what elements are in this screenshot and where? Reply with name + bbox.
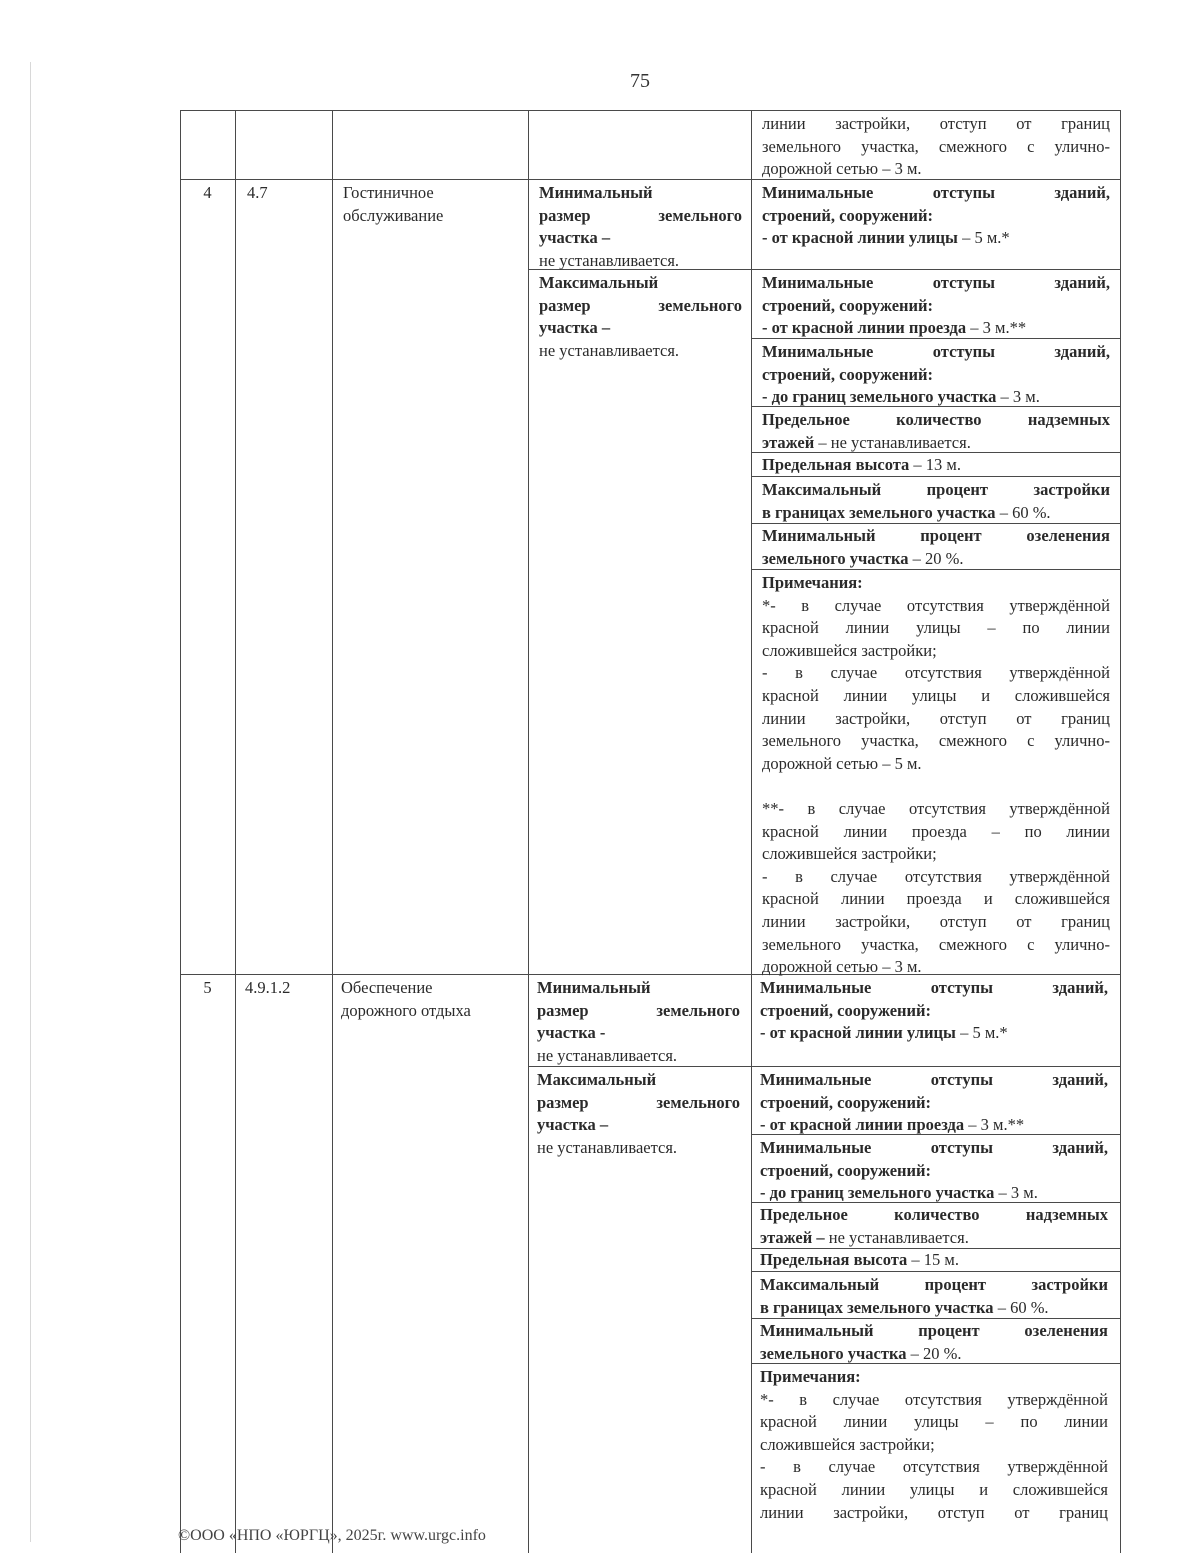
max-coverage: Максимальный процент застройки в границах земельного участка – 60 %. bbox=[762, 480, 1110, 522]
max-plot-size: Максимальный размер земельного участка – не устанавливается. bbox=[537, 1070, 740, 1157]
min-plot-size: Минимальный размер земельного участка - не устанавливается. bbox=[537, 978, 740, 1065]
max-floors: Предельное количество надземных этажей – не устанавливается. bbox=[760, 1205, 1108, 1247]
page-number: 75 bbox=[630, 70, 650, 92]
setback-plot-boundary: Минимальные отступы зданий, строений, сооружений: - до границ земельного участка – 3 м. bbox=[762, 342, 1110, 407]
setback-driveway-red-line: Минимальные отступы зданий, строений, сооружений: - от красной линии проезда – 3 м.** bbox=[762, 273, 1110, 338]
setback-plot-boundary: Минимальные отступы зданий, строений, сооружений: - до границ земельного участка – 3 м. bbox=[760, 1138, 1108, 1203]
row-name: Обеспечение дорожного отдыха bbox=[341, 978, 471, 1020]
continuation-cell: линии застройки, отступ от границ земельного участка, смежного с улично- дорожной сетью – 3 м. bbox=[762, 114, 1110, 179]
notes: Примечания: *- в случае отсутствия утверждённой красной линии улицы – по линии сложившейся застройки; - в случае отсутствия утверждённой красной линии улицы и сложившейся линии застройки, отступ от границ земельного участка, смежного с улично- дорожной сетью – 5 м. **- в случае отсутствия утверждённой красной линии проезда – по линии сложившейся застройки; - в случае отсутствия утверждённой красной линии проезда и сложившейся линии застройки, отступ от границ земельного участка, смежного с улично- дорожной сетью – 3 м. bbox=[762, 573, 1110, 977]
col-divider-2 bbox=[332, 110, 333, 1553]
row-name: Гостиничное обслуживание bbox=[343, 183, 444, 225]
row-code: 4.7 bbox=[247, 183, 268, 202]
max-height: Предельная высота – 13 м. bbox=[762, 455, 961, 474]
setback-street-red-line: Минимальные отступы зданий, строений, сооружений: - от красной линии улицы – 5 м.* bbox=[762, 183, 1110, 248]
max-height: Предельная высота – 15 м. bbox=[760, 1250, 959, 1269]
max-plot-size: Максимальный размер земельного участка – не устанавливается. bbox=[539, 273, 742, 360]
row-number: 5 bbox=[203, 978, 212, 997]
table-border-right bbox=[1120, 110, 1121, 1553]
min-plot-size: Минимальный размер земельного участка – не устанавливается. bbox=[539, 183, 742, 270]
setback-street-red-line: Минимальные отступы зданий, строений, сооружений: - от красной линии улицы – 5 м.* bbox=[760, 978, 1108, 1043]
scan-edge-line bbox=[30, 62, 31, 1542]
min-landscaping: Минимальный процент озеленения земельного участка – 20 %. bbox=[762, 526, 1110, 568]
regulations-table bbox=[180, 110, 1121, 1553]
setback-driveway-red-line: Минимальные отступы зданий, строений, сооружений: - от красной линии проезда – 3 м.** bbox=[760, 1070, 1108, 1135]
footer-copyright: ©ООО «НПО «ЮРГЦ», 2025г. www.urgc.info bbox=[178, 1527, 486, 1544]
notes: Примечания: *- в случае отсутствия утверждённой красной линии улицы – по линии сложившейся застройки; - в случае отсутствия утверждённой красной линии улицы и сложившейся линии застройки, отступ от границ bbox=[760, 1367, 1108, 1522]
col-divider-4 bbox=[751, 110, 752, 1553]
table-border-left bbox=[180, 110, 181, 1553]
col-divider-1 bbox=[235, 110, 236, 1553]
max-coverage: Максимальный процент застройки в границах земельного участка – 60 %. bbox=[760, 1275, 1108, 1317]
row-number: 4 bbox=[203, 183, 212, 202]
col-divider-3 bbox=[528, 110, 529, 1553]
table-border-top bbox=[180, 110, 1121, 111]
row-code: 4.9.1.2 bbox=[245, 978, 291, 997]
min-landscaping: Минимальный процент озеленения земельного участка – 20 %. bbox=[760, 1321, 1108, 1363]
max-floors: Предельное количество надземных этажей – не устанавливается. bbox=[762, 410, 1110, 452]
